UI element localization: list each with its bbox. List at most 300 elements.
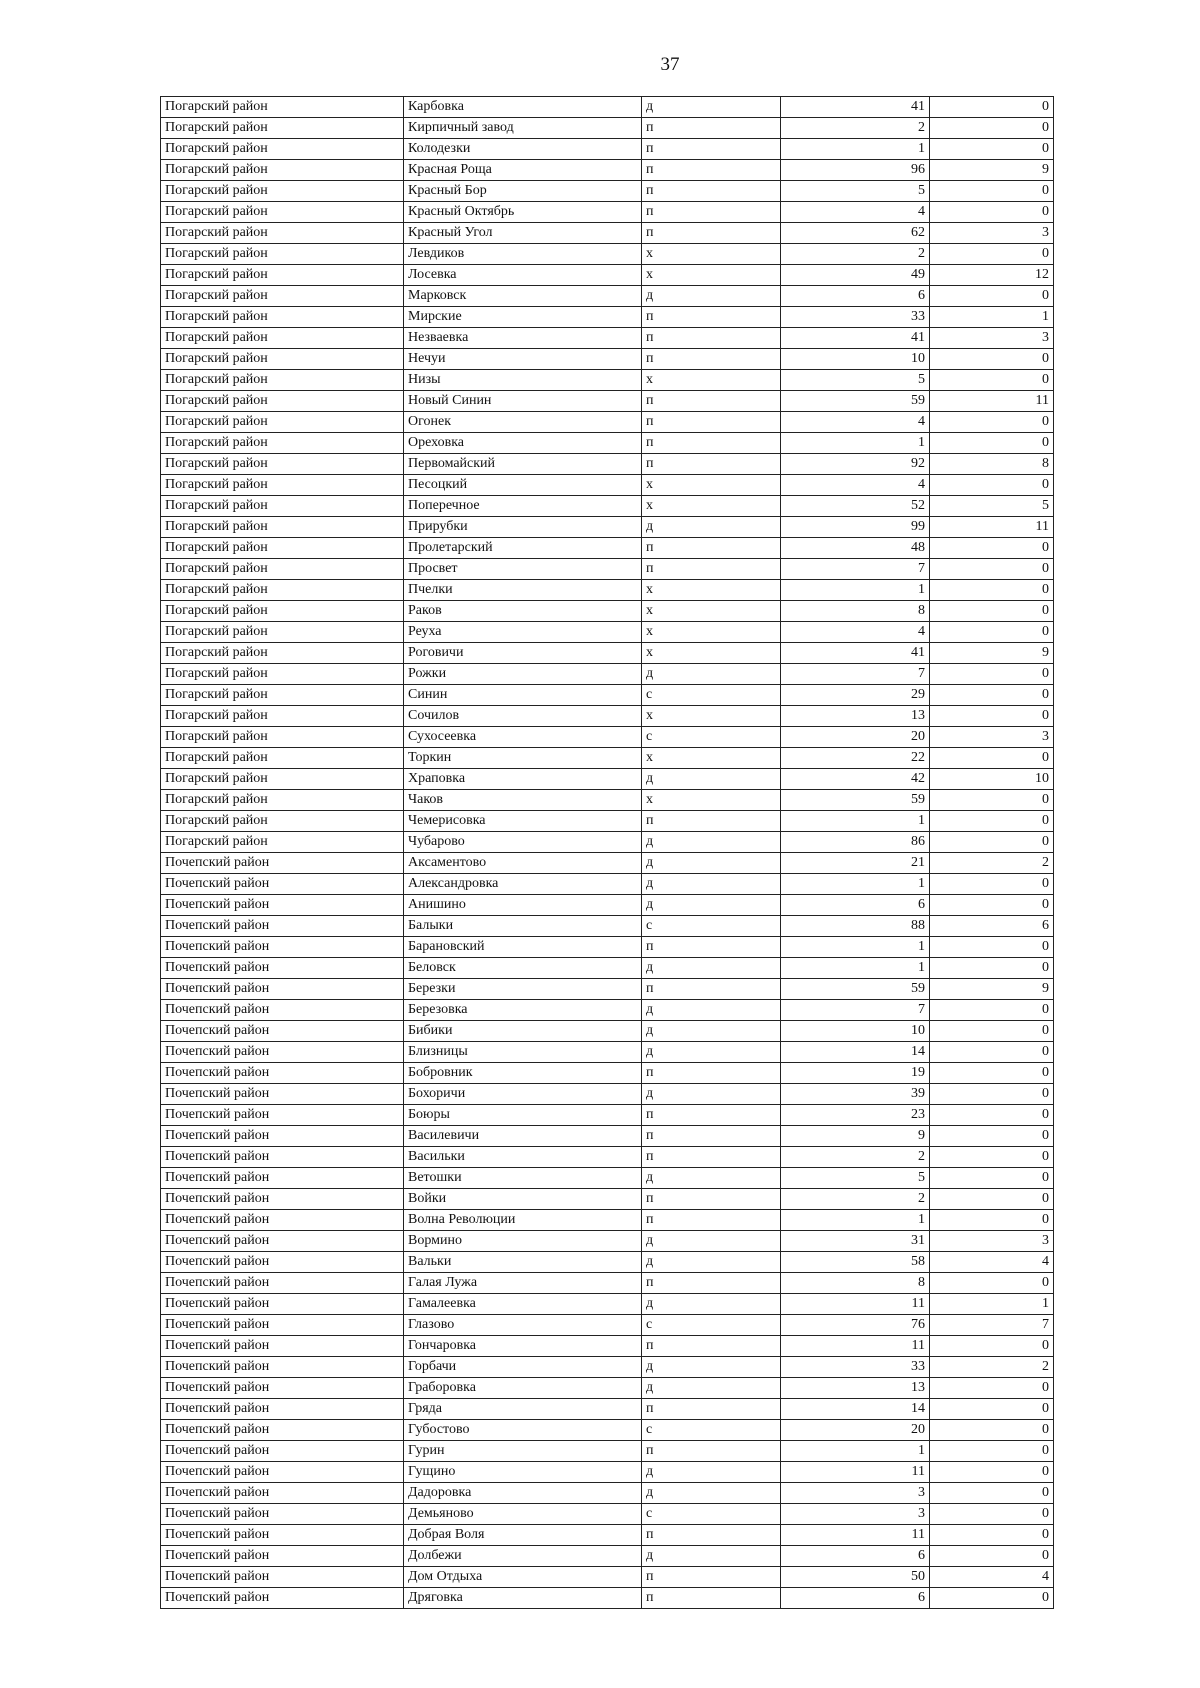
district-cell: Погарский район — [161, 97, 404, 118]
secondary-count-cell: 0 — [930, 1483, 1054, 1504]
count-cell: 8 — [781, 1273, 930, 1294]
type-cell: д — [642, 1231, 781, 1252]
settlement-cell: Дадоровка — [404, 1483, 642, 1504]
table-row — [161, 832, 1054, 853]
type-cell: д — [642, 1546, 781, 1567]
count-cell: 1 — [781, 958, 930, 979]
secondary-count-cell: 0 — [930, 1399, 1054, 1420]
settlement-cell: Роговичи — [404, 643, 642, 664]
count-cell: 86 — [781, 832, 930, 853]
table-row — [161, 790, 1054, 811]
count-cell: 2 — [781, 1189, 930, 1210]
settlement-cell: Березки — [404, 979, 642, 1000]
district-cell: Почепский район — [161, 1483, 404, 1504]
secondary-count-cell: 0 — [930, 1063, 1054, 1084]
count-cell: 99 — [781, 517, 930, 538]
secondary-count-cell: 7 — [930, 1315, 1054, 1336]
settlement-cell: Рожки — [404, 664, 642, 685]
district-cell: Погарский район — [161, 433, 404, 454]
type-cell: х — [642, 244, 781, 265]
count-cell: 76 — [781, 1315, 930, 1336]
secondary-count-cell: 1 — [930, 1294, 1054, 1315]
district-cell: Почепский район — [161, 1063, 404, 1084]
count-cell: 42 — [781, 769, 930, 790]
district-cell: Погарский район — [161, 538, 404, 559]
count-cell: 6 — [781, 1546, 930, 1567]
table-row — [161, 1525, 1054, 1546]
district-cell: Погарский район — [161, 349, 404, 370]
district-cell: Почепский район — [161, 1126, 404, 1147]
count-cell: 7 — [781, 664, 930, 685]
table-row — [161, 454, 1054, 475]
count-cell: 59 — [781, 790, 930, 811]
district-cell: Почепский район — [161, 895, 404, 916]
type-cell: д — [642, 517, 781, 538]
secondary-count-cell: 0 — [930, 1126, 1054, 1147]
type-cell: х — [642, 601, 781, 622]
district-cell: Почепский район — [161, 1441, 404, 1462]
secondary-count-cell: 0 — [930, 118, 1054, 139]
table-row — [161, 685, 1054, 706]
count-cell: 96 — [781, 160, 930, 181]
type-cell: п — [642, 181, 781, 202]
settlement-cell: Добрая Воля — [404, 1525, 642, 1546]
settlement-cell: Реуха — [404, 622, 642, 643]
table-row — [161, 643, 1054, 664]
type-cell: п — [642, 937, 781, 958]
settlement-cell: Огонек — [404, 412, 642, 433]
settlement-cell: Гамалеевка — [404, 1294, 642, 1315]
settlement-cell: Колодезки — [404, 139, 642, 160]
count-cell: 2 — [781, 118, 930, 139]
count-cell: 5 — [781, 370, 930, 391]
table-row — [161, 328, 1054, 349]
settlement-cell: Александровка — [404, 874, 642, 895]
type-cell: х — [642, 370, 781, 391]
table-row — [161, 727, 1054, 748]
count-cell: 1 — [781, 580, 930, 601]
settlement-cell: Барановский — [404, 937, 642, 958]
table-row — [161, 1315, 1054, 1336]
table-row — [161, 1000, 1054, 1021]
type-cell: х — [642, 496, 781, 517]
table-row — [161, 895, 1054, 916]
secondary-count-cell: 0 — [930, 1042, 1054, 1063]
secondary-count-cell: 0 — [930, 1273, 1054, 1294]
type-cell: д — [642, 1084, 781, 1105]
secondary-count-cell: 0 — [930, 181, 1054, 202]
district-cell: Почепский район — [161, 1147, 404, 1168]
count-cell: 11 — [781, 1525, 930, 1546]
settlement-cell: Губостово — [404, 1420, 642, 1441]
type-cell: х — [642, 643, 781, 664]
count-cell: 48 — [781, 538, 930, 559]
settlement-cell: Беловск — [404, 958, 642, 979]
type-cell: д — [642, 1168, 781, 1189]
district-cell: Погарский район — [161, 265, 404, 286]
district-cell: Погарский район — [161, 727, 404, 748]
settlement-cell: Гурин — [404, 1441, 642, 1462]
table-row — [161, 202, 1054, 223]
table-row — [161, 1063, 1054, 1084]
settlement-cell: Храповка — [404, 769, 642, 790]
district-cell: Почепский район — [161, 1210, 404, 1231]
settlement-cell: Красный Октябрь — [404, 202, 642, 223]
count-cell: 19 — [781, 1063, 930, 1084]
table-row — [161, 580, 1054, 601]
district-cell: Погарский район — [161, 391, 404, 412]
type-cell: п — [642, 1567, 781, 1588]
secondary-count-cell: 11 — [930, 517, 1054, 538]
settlement-cell: Балыки — [404, 916, 642, 937]
table-row — [161, 1021, 1054, 1042]
district-cell: Погарский район — [161, 223, 404, 244]
district-cell: Почепский район — [161, 979, 404, 1000]
table-row — [161, 496, 1054, 517]
district-cell: Погарский район — [161, 328, 404, 349]
secondary-count-cell: 0 — [930, 286, 1054, 307]
district-cell: Почепский район — [161, 1042, 404, 1063]
type-cell: п — [642, 160, 781, 181]
district-cell: Погарский район — [161, 286, 404, 307]
type-cell: п — [642, 1126, 781, 1147]
count-cell: 39 — [781, 1084, 930, 1105]
settlement-cell: Сочилов — [404, 706, 642, 727]
count-cell: 7 — [781, 1000, 930, 1021]
table-row — [161, 769, 1054, 790]
count-cell: 33 — [781, 307, 930, 328]
secondary-count-cell: 0 — [930, 1378, 1054, 1399]
table-row — [161, 1420, 1054, 1441]
secondary-count-cell: 0 — [930, 139, 1054, 160]
count-cell: 49 — [781, 265, 930, 286]
table-row — [161, 1294, 1054, 1315]
type-cell: д — [642, 1294, 781, 1315]
secondary-count-cell: 0 — [930, 1189, 1054, 1210]
settlement-cell: Карбовка — [404, 97, 642, 118]
table-row — [161, 538, 1054, 559]
count-cell: 10 — [781, 1021, 930, 1042]
settlement-cell: Близницы — [404, 1042, 642, 1063]
type-cell: с — [642, 916, 781, 937]
secondary-count-cell: 0 — [930, 349, 1054, 370]
count-cell: 1 — [781, 1210, 930, 1231]
district-cell: Погарский район — [161, 412, 404, 433]
secondary-count-cell: 0 — [930, 895, 1054, 916]
district-cell: Почепский район — [161, 874, 404, 895]
district-cell: Погарский район — [161, 748, 404, 769]
district-cell: Погарский район — [161, 622, 404, 643]
settlement-cell: Василевичи — [404, 1126, 642, 1147]
table-row — [161, 286, 1054, 307]
secondary-count-cell: 8 — [930, 454, 1054, 475]
district-cell: Погарский район — [161, 496, 404, 517]
secondary-count-cell: 0 — [930, 580, 1054, 601]
settlement-cell: Песоцкий — [404, 475, 642, 496]
table-row — [161, 244, 1054, 265]
table-row — [161, 181, 1054, 202]
settlement-cell: Пролетарский — [404, 538, 642, 559]
settlement-cell: Дом Отдыха — [404, 1567, 642, 1588]
settlement-cell: Низы — [404, 370, 642, 391]
secondary-count-cell: 2 — [930, 1357, 1054, 1378]
table-row — [161, 1336, 1054, 1357]
district-cell: Погарский район — [161, 370, 404, 391]
district-cell: Почепский район — [161, 1273, 404, 1294]
secondary-count-cell: 0 — [930, 538, 1054, 559]
secondary-count-cell: 0 — [930, 1168, 1054, 1189]
secondary-count-cell: 1 — [930, 307, 1054, 328]
district-cell: Почепский район — [161, 958, 404, 979]
secondary-count-cell: 9 — [930, 643, 1054, 664]
district-cell: Почепский район — [161, 1336, 404, 1357]
count-cell: 52 — [781, 496, 930, 517]
secondary-count-cell: 0 — [930, 97, 1054, 118]
table-row — [161, 412, 1054, 433]
count-cell: 50 — [781, 1567, 930, 1588]
count-cell: 2 — [781, 1147, 930, 1168]
secondary-count-cell: 0 — [930, 1147, 1054, 1168]
count-cell: 33 — [781, 1357, 930, 1378]
count-cell: 62 — [781, 223, 930, 244]
count-cell: 14 — [781, 1042, 930, 1063]
secondary-count-cell: 0 — [930, 748, 1054, 769]
settlement-cell: Марковск — [404, 286, 642, 307]
district-cell: Погарский район — [161, 118, 404, 139]
district-cell: Почепский район — [161, 1462, 404, 1483]
type-cell: д — [642, 286, 781, 307]
district-cell: Почепский район — [161, 1252, 404, 1273]
type-cell: п — [642, 412, 781, 433]
type-cell: х — [642, 790, 781, 811]
table-row — [161, 1084, 1054, 1105]
secondary-count-cell: 3 — [930, 223, 1054, 244]
type-cell: п — [642, 118, 781, 139]
table-row — [161, 433, 1054, 454]
secondary-count-cell: 0 — [930, 412, 1054, 433]
count-cell: 59 — [781, 391, 930, 412]
table-row — [161, 1567, 1054, 1588]
type-cell: д — [642, 1000, 781, 1021]
secondary-count-cell: 9 — [930, 979, 1054, 1000]
table-row — [161, 664, 1054, 685]
secondary-count-cell: 2 — [930, 853, 1054, 874]
settlement-cell: Галая Лужа — [404, 1273, 642, 1294]
settlement-cell: Глазово — [404, 1315, 642, 1336]
count-cell: 3 — [781, 1504, 930, 1525]
secondary-count-cell: 0 — [930, 370, 1054, 391]
district-cell: Почепский район — [161, 853, 404, 874]
count-cell: 21 — [781, 853, 930, 874]
table-row — [161, 979, 1054, 1000]
district-cell: Погарский район — [161, 643, 404, 664]
type-cell: п — [642, 1441, 781, 1462]
table-row — [161, 349, 1054, 370]
count-cell: 6 — [781, 1588, 930, 1609]
table-row — [161, 1147, 1054, 1168]
table-row — [161, 1462, 1054, 1483]
secondary-count-cell: 3 — [930, 727, 1054, 748]
district-cell: Почепский район — [161, 1084, 404, 1105]
type-cell: п — [642, 1063, 781, 1084]
type-cell: п — [642, 349, 781, 370]
secondary-count-cell: 0 — [930, 202, 1054, 223]
secondary-count-cell: 0 — [930, 664, 1054, 685]
district-cell: Погарский район — [161, 601, 404, 622]
type-cell: д — [642, 1378, 781, 1399]
district-cell: Погарский район — [161, 685, 404, 706]
settlement-cell: Просвет — [404, 559, 642, 580]
table-row — [161, 1105, 1054, 1126]
table-row — [161, 706, 1054, 727]
settlement-cell: Бобровник — [404, 1063, 642, 1084]
type-cell: п — [642, 223, 781, 244]
district-cell: Погарский район — [161, 475, 404, 496]
count-cell: 1 — [781, 139, 930, 160]
count-cell: 4 — [781, 622, 930, 643]
secondary-count-cell: 3 — [930, 1231, 1054, 1252]
table-row — [161, 1504, 1054, 1525]
table-row — [161, 1483, 1054, 1504]
type-cell: п — [642, 1588, 781, 1609]
count-cell: 11 — [781, 1462, 930, 1483]
district-cell: Почепский район — [161, 1546, 404, 1567]
type-cell: п — [642, 433, 781, 454]
secondary-count-cell: 0 — [930, 559, 1054, 580]
settlement-cell: Нечуи — [404, 349, 642, 370]
secondary-count-cell: 0 — [930, 685, 1054, 706]
settlement-cell: Бохоричи — [404, 1084, 642, 1105]
district-cell: Погарский район — [161, 769, 404, 790]
settlement-cell: Левдиков — [404, 244, 642, 265]
district-cell: Почепский район — [161, 1189, 404, 1210]
settlement-cell: Волна Революции — [404, 1210, 642, 1231]
secondary-count-cell: 0 — [930, 1546, 1054, 1567]
secondary-count-cell: 0 — [930, 1105, 1054, 1126]
count-cell: 59 — [781, 979, 930, 1000]
settlement-cell: Гряда — [404, 1399, 642, 1420]
table-row — [161, 874, 1054, 895]
settlement-cell: Чубарово — [404, 832, 642, 853]
count-cell: 22 — [781, 748, 930, 769]
settlement-cell: Дряговка — [404, 1588, 642, 1609]
settlement-cell: Первомайский — [404, 454, 642, 475]
settlement-cell: Граборовка — [404, 1378, 642, 1399]
count-cell: 29 — [781, 685, 930, 706]
secondary-count-cell: 12 — [930, 265, 1054, 286]
type-cell: д — [642, 958, 781, 979]
secondary-count-cell: 0 — [930, 601, 1054, 622]
type-cell: д — [642, 1042, 781, 1063]
secondary-count-cell: 0 — [930, 832, 1054, 853]
count-cell: 41 — [781, 97, 930, 118]
table-row — [161, 1042, 1054, 1063]
settlement-cell: Вормино — [404, 1231, 642, 1252]
count-cell: 9 — [781, 1126, 930, 1147]
type-cell: д — [642, 832, 781, 853]
district-cell: Погарский район — [161, 181, 404, 202]
district-cell: Почепский район — [161, 1105, 404, 1126]
district-cell: Погарский район — [161, 307, 404, 328]
settlement-cell: Вальки — [404, 1252, 642, 1273]
count-cell: 13 — [781, 1378, 930, 1399]
count-cell: 23 — [781, 1105, 930, 1126]
secondary-count-cell: 0 — [930, 1021, 1054, 1042]
count-cell: 10 — [781, 349, 930, 370]
district-cell: Почепский район — [161, 916, 404, 937]
district-cell: Почепский район — [161, 1315, 404, 1336]
count-cell: 1 — [781, 1441, 930, 1462]
settlement-cell: Анишино — [404, 895, 642, 916]
count-cell: 41 — [781, 328, 930, 349]
table-row — [161, 223, 1054, 244]
settlement-cell: Торкин — [404, 748, 642, 769]
district-cell: Погарский район — [161, 832, 404, 853]
count-cell: 31 — [781, 1231, 930, 1252]
type-cell: п — [642, 559, 781, 580]
table-row — [161, 307, 1054, 328]
type-cell: с — [642, 1504, 781, 1525]
secondary-count-cell: 3 — [930, 328, 1054, 349]
type-cell: д — [642, 664, 781, 685]
settlement-cell: Березовка — [404, 1000, 642, 1021]
type-cell: д — [642, 1462, 781, 1483]
table-row — [161, 1252, 1054, 1273]
district-cell: Почепский район — [161, 1567, 404, 1588]
table-row — [161, 139, 1054, 160]
count-cell: 14 — [781, 1399, 930, 1420]
settlements-table — [160, 96, 1054, 1609]
type-cell: п — [642, 202, 781, 223]
secondary-count-cell: 0 — [930, 1441, 1054, 1462]
type-cell: п — [642, 979, 781, 1000]
count-cell: 58 — [781, 1252, 930, 1273]
type-cell: п — [642, 1399, 781, 1420]
table-row — [161, 748, 1054, 769]
secondary-count-cell: 0 — [930, 433, 1054, 454]
type-cell: п — [642, 1525, 781, 1546]
settlement-cell: Новый Синин — [404, 391, 642, 412]
district-cell: Почепский район — [161, 1231, 404, 1252]
count-cell: 11 — [781, 1294, 930, 1315]
count-cell: 4 — [781, 475, 930, 496]
type-cell: п — [642, 1105, 781, 1126]
district-cell: Почепский район — [161, 1588, 404, 1609]
type-cell: х — [642, 580, 781, 601]
district-cell: Погарский район — [161, 517, 404, 538]
type-cell: д — [642, 1357, 781, 1378]
table-row — [161, 601, 1054, 622]
secondary-count-cell: 0 — [930, 1588, 1054, 1609]
secondary-count-cell: 10 — [930, 769, 1054, 790]
table-row — [161, 1441, 1054, 1462]
table-row — [161, 1126, 1054, 1147]
type-cell: с — [642, 1420, 781, 1441]
type-cell: х — [642, 265, 781, 286]
type-cell: п — [642, 1147, 781, 1168]
count-cell: 5 — [781, 181, 930, 202]
settlement-cell: Долбежи — [404, 1546, 642, 1567]
secondary-count-cell: 0 — [930, 475, 1054, 496]
type-cell: п — [642, 811, 781, 832]
count-cell: 1 — [781, 937, 930, 958]
count-cell: 1 — [781, 811, 930, 832]
district-cell: Почепский район — [161, 1420, 404, 1441]
secondary-count-cell: 5 — [930, 496, 1054, 517]
type-cell: х — [642, 748, 781, 769]
count-cell: 8 — [781, 601, 930, 622]
count-cell: 20 — [781, 727, 930, 748]
